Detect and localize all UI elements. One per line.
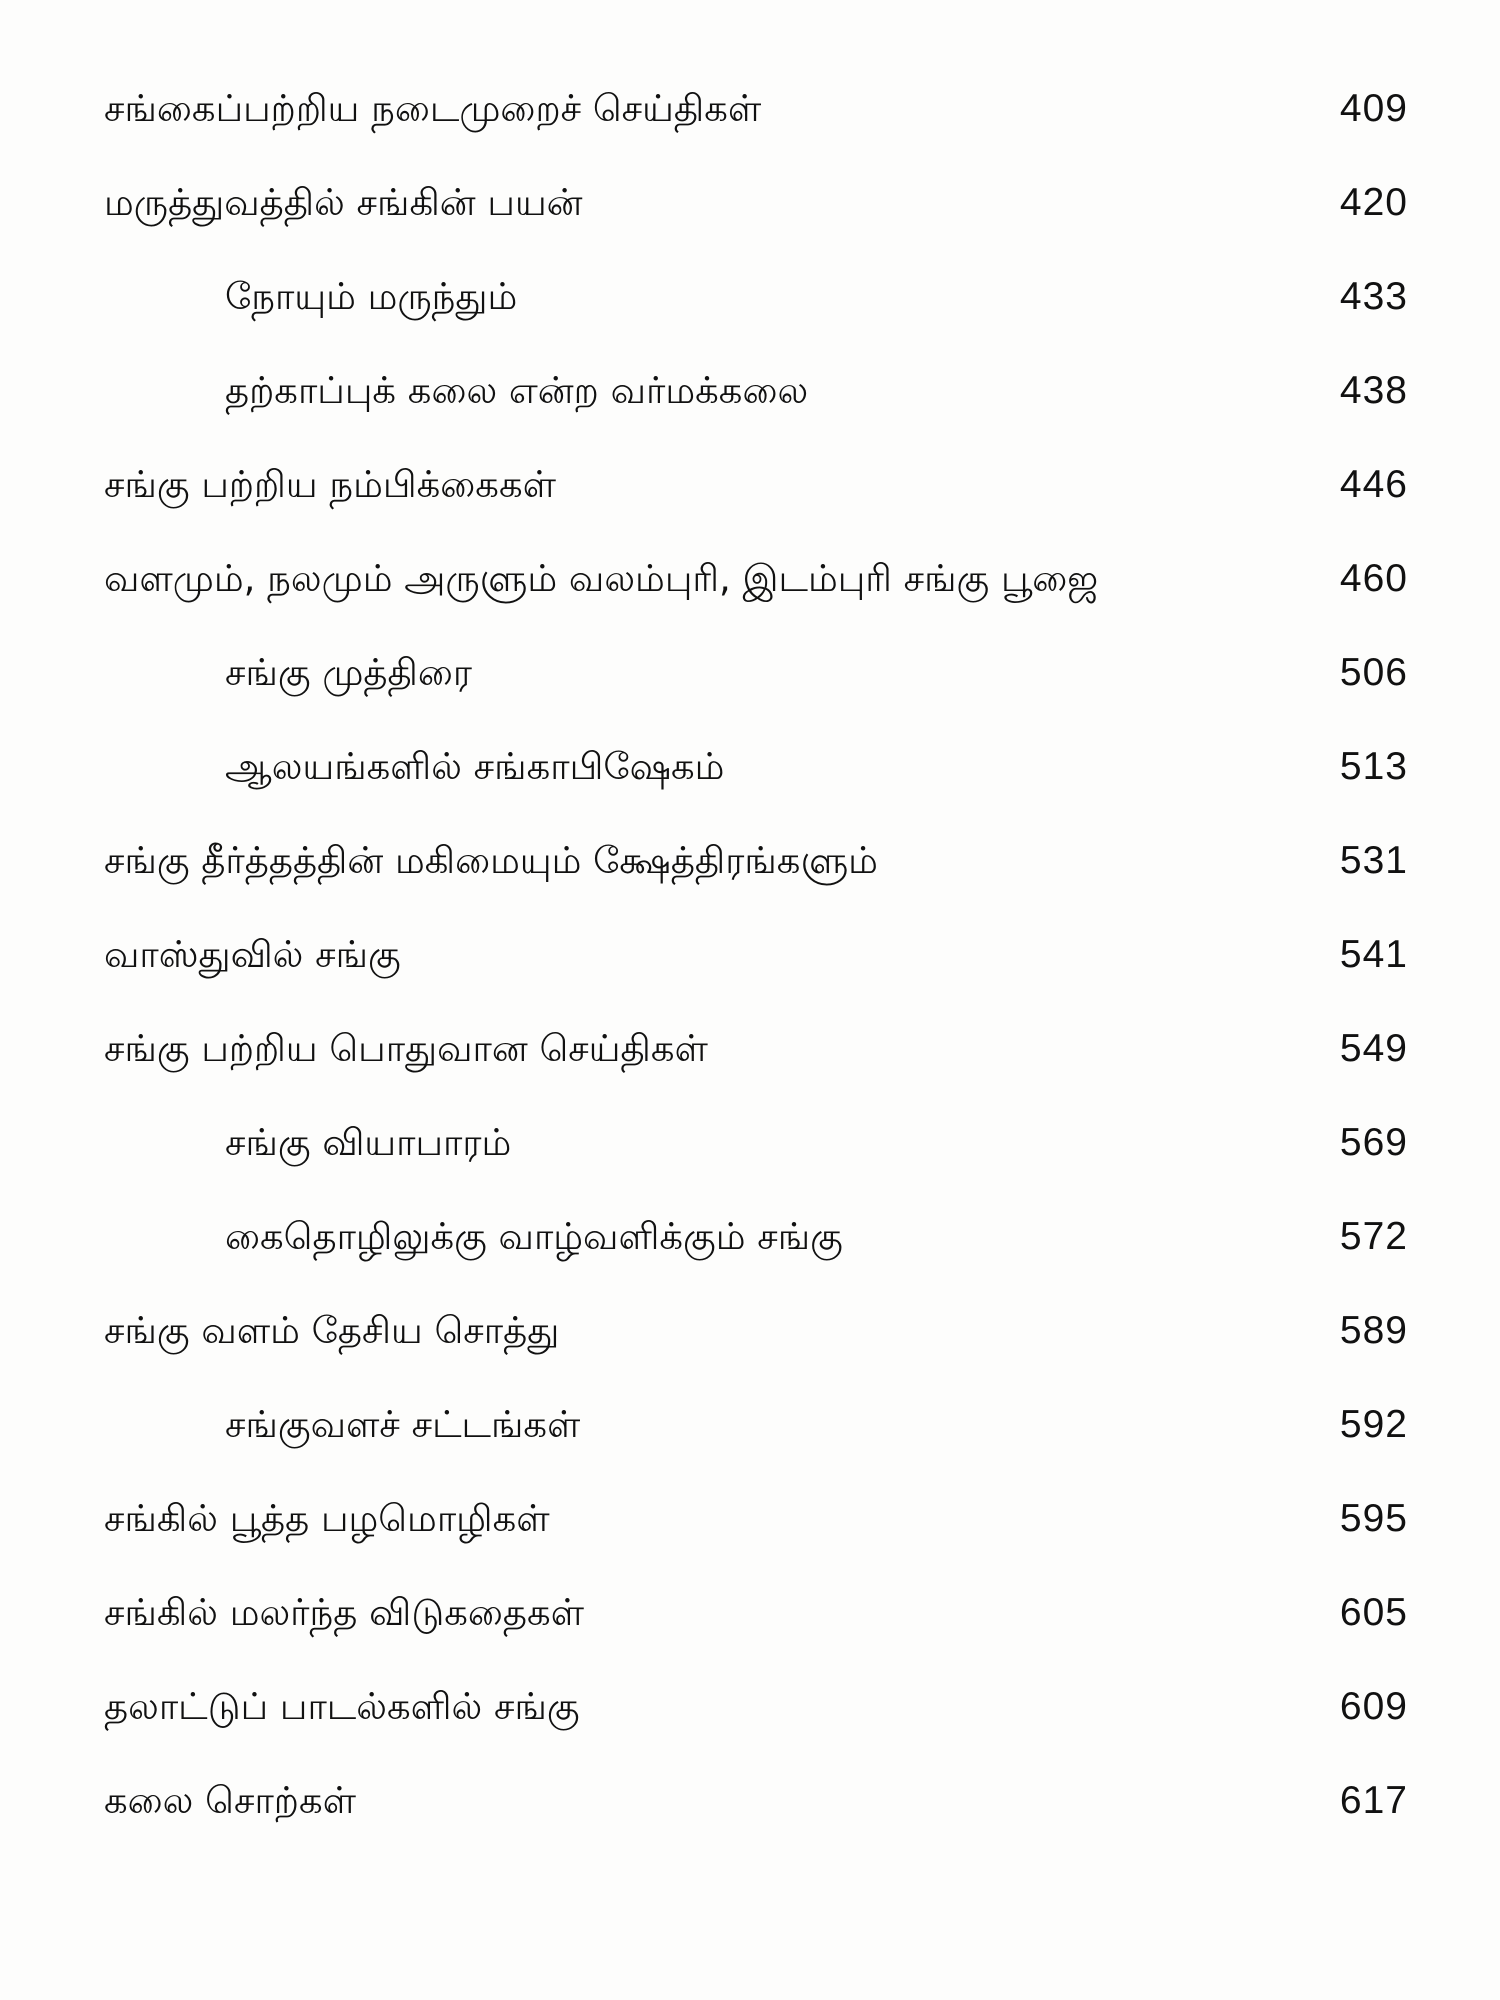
toc-entry-title: கைதொழிலுக்கு வாழ்வளிக்கும் சங்கு bbox=[225, 1215, 843, 1258]
toc-entry-title: ஆலயங்களில் சங்காபிஷேகம் bbox=[225, 745, 725, 788]
toc-subentry bbox=[0, 731, 1500, 803]
toc-entry-page: 572 bbox=[1339, 1215, 1408, 1258]
toc-entry-title: சங்கு பற்றிய நம்பிக்கைகள் bbox=[104, 463, 557, 506]
toc-entry bbox=[0, 1765, 1500, 1837]
toc-entry-page: 605 bbox=[1339, 1591, 1408, 1634]
toc-entry bbox=[0, 1483, 1500, 1555]
toc-entry bbox=[0, 167, 1500, 239]
toc-entry bbox=[0, 1295, 1500, 1367]
toc-entry-page: 438 bbox=[1339, 369, 1408, 412]
toc-entry-page: 609 bbox=[1339, 1685, 1408, 1728]
toc-entry-title: தலாட்டுப் பாடல்களில் சங்கு bbox=[104, 1685, 580, 1728]
toc-entry-title: வாஸ்துவில் சங்கு bbox=[104, 933, 401, 976]
toc-entry-title: சங்கு தீர்த்தத்தின் மகிமையும் க்ஷேத்திரங்களும் bbox=[104, 839, 878, 882]
toc-subentry bbox=[0, 1107, 1500, 1179]
toc-entry bbox=[0, 543, 1500, 615]
toc-entry-title: வளமும், நலமும் அருளும் வலம்புரி, இடம்புரி சங்கு பூஜை bbox=[104, 557, 1099, 600]
toc-entry bbox=[0, 1671, 1500, 1743]
toc-subentry bbox=[0, 637, 1500, 709]
toc-entry-title: நோயும் மருந்தும் bbox=[225, 275, 518, 318]
toc-entry bbox=[0, 919, 1500, 991]
toc-entry-page: 589 bbox=[1339, 1309, 1408, 1352]
toc-entry-page: 541 bbox=[1339, 933, 1408, 976]
toc-entry-title: சங்கு பற்றிய பொதுவான செய்திகள் bbox=[104, 1027, 708, 1070]
toc-entry-page: 420 bbox=[1339, 181, 1408, 224]
toc-entry-page: 513 bbox=[1339, 745, 1408, 788]
toc-subentry bbox=[0, 261, 1500, 333]
toc-entry-title: தற்காப்புக் கலை என்ற வர்மக்கலை bbox=[225, 369, 809, 412]
toc-entry-title: மருத்துவத்தில் சங்கின் பயன் bbox=[104, 181, 583, 224]
toc-entry-page: 446 bbox=[1339, 463, 1408, 506]
toc-entry-page: 460 bbox=[1339, 557, 1408, 600]
toc-entry-page: 595 bbox=[1339, 1497, 1408, 1540]
toc-entry-title: சங்குவளச் சட்டங்கள் bbox=[225, 1403, 581, 1446]
toc-entry-title: சங்கு முத்திரை bbox=[225, 651, 472, 694]
toc-entry-page: 549 bbox=[1339, 1027, 1408, 1070]
toc-entry bbox=[0, 449, 1500, 521]
toc-entry bbox=[0, 1013, 1500, 1085]
toc-entry bbox=[0, 825, 1500, 897]
toc-entry-title: சங்கில் பூத்த பழமொழிகள் bbox=[104, 1497, 550, 1540]
toc-subentry bbox=[0, 1201, 1500, 1273]
toc-entry bbox=[0, 1577, 1500, 1649]
toc-entry-title: சங்கு வியாபாரம் bbox=[225, 1121, 512, 1164]
toc-entry bbox=[0, 73, 1500, 145]
toc-entry-title: சங்கு வளம் தேசிய சொத்து bbox=[104, 1309, 560, 1352]
toc-entry-page: 617 bbox=[1339, 1779, 1408, 1822]
toc-subentry bbox=[0, 1389, 1500, 1461]
toc-entry-page: 433 bbox=[1339, 275, 1408, 318]
toc-entry-title: சங்கைப்பற்றிய நடைமுறைச் செய்திகள் bbox=[104, 87, 762, 130]
toc-entry-page: 592 bbox=[1339, 1403, 1408, 1446]
toc-entry-page: 506 bbox=[1339, 651, 1408, 694]
toc-entry-title: கலை சொற்கள் bbox=[104, 1779, 357, 1822]
toc-entry-page: 569 bbox=[1339, 1121, 1408, 1164]
toc-entry-page: 531 bbox=[1339, 839, 1408, 882]
toc-subentry bbox=[0, 355, 1500, 427]
toc-entry-title: சங்கில் மலர்ந்த விடுகதைகள் bbox=[104, 1591, 585, 1634]
toc-entry-page: 409 bbox=[1339, 87, 1408, 130]
